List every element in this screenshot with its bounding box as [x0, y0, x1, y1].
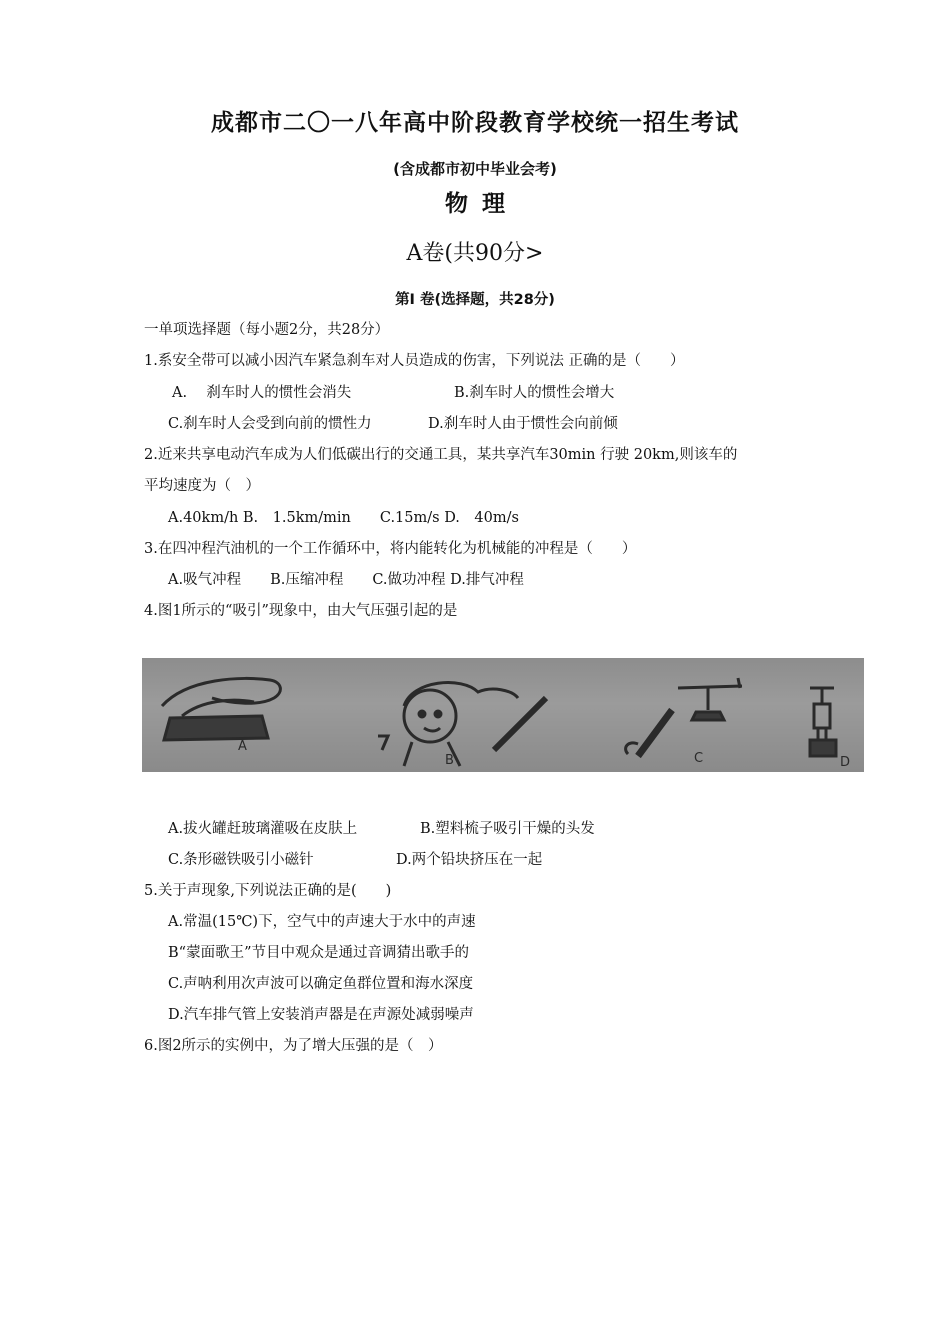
question-4-stem: 4.图1所示的“吸引”现象中，由大气压强引起的是 [144, 603, 458, 619]
volume-heading: A卷(共90分> [406, 241, 544, 266]
figure-1-illustration [142, 658, 864, 772]
exam-title: 成都市二〇一八年高中阶段教育学校统一招生考试 [211, 110, 739, 136]
figure-d-drawing [810, 688, 836, 756]
question-1-option-a: A. 刹车时人的惯性会消失 [172, 385, 352, 401]
exam-subtitle: (含成都市初中毕业会考) [393, 160, 557, 178]
question-5-stem: 5.关于声现象,下列说法正确的是( ) [144, 883, 392, 899]
figure-label-a: A [238, 739, 247, 754]
question-5-option-a: A.常温(15℃)下，空气中的声速大于水中的声速 [168, 914, 476, 930]
question-5-option-b: B“蒙面歌王”节目中观众是通过音调猜出歌手的 [168, 945, 469, 961]
figure-label-b: B [445, 753, 454, 768]
question-4-option-d: D.两个铅块挤压在一起 [396, 852, 543, 868]
figure-label-d: D [840, 755, 851, 770]
question-1-stem: 1.系安全带可以减小因汽车紧急刹车对人员造成的伤害，下列说法 正确的是（ ） [144, 353, 685, 369]
question-1-option-c: C.刹车时人会受到向前的惯性力 [168, 416, 372, 432]
figure-a-drawing [162, 678, 280, 740]
question-3-stem: 3.在四冲程汽油机的一个工作循环中，将内能转化为机械能的冲程是（ ） [144, 541, 637, 557]
figure-c-drawing [626, 678, 742, 756]
question-1-option-b: B.刹车时人的惯性会增大 [454, 385, 615, 401]
figure-label-c: C [694, 751, 704, 766]
question-5-option-d: D.汽车排气管上安装消声器是在声源处减弱噪声 [168, 1007, 474, 1023]
question-2-options: A.40km/h B. 1.5km/min C.15m/s D. 40m/s [168, 510, 519, 526]
question-4-option-b: B.塑料梳子吸引干燥的头发 [420, 821, 595, 837]
section-heading: 一单项选择题（每小题2分，共28分） [144, 322, 390, 338]
question-5-option-c: C.声呐利用次声波可以确定鱼群位置和海水深度 [168, 976, 474, 992]
question-1-option-d: D.刹车时人由于惯性会向前倾 [428, 416, 618, 432]
subject-heading: 物理 [445, 191, 519, 217]
part-heading: 第Ⅰ 卷(选择题，共28分) [395, 292, 555, 308]
figure-1-photo [142, 658, 864, 772]
question-2-stem-line1: 2.近来共享电动汽车成为人们低碳出行的交通工具，某共享汽车30min 行驶 20km,则该车的 [144, 447, 738, 463]
question-3-options: A.吸气冲程 B.压缩冲程 C.做功冲程 D.排气冲程 [168, 572, 524, 588]
question-4-option-c: C.条形磁铁吸引小磁针 [168, 852, 314, 868]
question-4-option-a: A.拔火罐赶玻璃灌吸在皮肤上 [168, 821, 358, 837]
figure-b-drawing [378, 683, 546, 766]
question-2-stem-line2: 平均速度为（ ） [144, 478, 260, 494]
question-6-stem: 6.图2所示的实例中，为了增大压强的是（ ） [144, 1038, 443, 1054]
